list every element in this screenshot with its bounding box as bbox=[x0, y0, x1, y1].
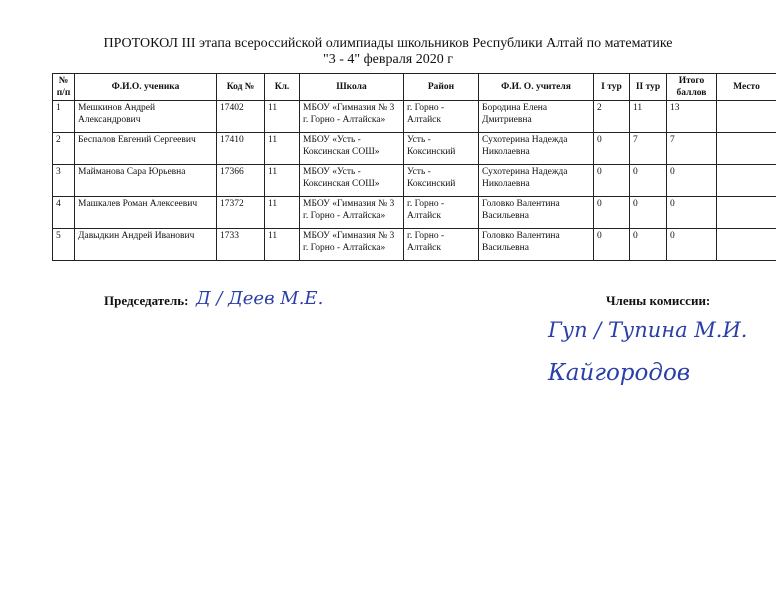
cell-school: МБОУ «Усть - Коксинская СОШ» bbox=[300, 165, 404, 197]
cell-name: Майманова Сара Юрьевна bbox=[75, 165, 217, 197]
cell-name: Машкалев Роман Алексеевич bbox=[75, 197, 217, 229]
commission-members-label: Члены комиссии: bbox=[606, 293, 711, 308]
cell-round1: 0 bbox=[594, 165, 630, 197]
col-header-round2: II тур bbox=[630, 74, 667, 101]
cell-grade: 11 bbox=[265, 165, 300, 197]
cell-code: 17372 bbox=[217, 197, 265, 229]
col-header-place: Место bbox=[717, 74, 776, 101]
col-header-number: № п/п bbox=[53, 74, 75, 101]
table-row bbox=[53, 229, 776, 261]
cell-total: 13 bbox=[667, 101, 717, 133]
cell-teacher: Головко Валентина Васильевна bbox=[479, 197, 594, 229]
cell-school: МБОУ «Усть - Коксинская СОШ» bbox=[300, 133, 404, 165]
cell-total: 0 bbox=[667, 165, 717, 197]
cell-district: Усть - Коксинский bbox=[404, 133, 479, 165]
cell-round2: 0 bbox=[630, 165, 667, 197]
cell-grade: 11 bbox=[265, 229, 300, 261]
title-line-2: "3 - 4" февраля 2020 г bbox=[323, 52, 453, 67]
cell-round2: 7 bbox=[630, 133, 667, 165]
table-row bbox=[53, 165, 776, 197]
cell-place bbox=[717, 101, 776, 133]
cell-code: 1733 bbox=[217, 229, 265, 261]
col-header-grade: Кл. bbox=[265, 74, 300, 101]
col-header-round1: I тур bbox=[594, 74, 630, 101]
cell-grade: 11 bbox=[265, 133, 300, 165]
cell-school: МБОУ «Гимназия № 3 г. Горно - Алтайска» bbox=[300, 197, 404, 229]
cell-round1: 0 bbox=[594, 197, 630, 229]
col-header-total: Итого баллов bbox=[667, 74, 717, 101]
table-row bbox=[53, 133, 776, 165]
cell-name: Мешкинов Андрей Александрович bbox=[75, 101, 217, 133]
chairman-label: Председатель: bbox=[104, 293, 189, 308]
cell-place bbox=[717, 165, 776, 197]
cell-code: 17366 bbox=[217, 165, 265, 197]
title-line-1: ПРОТОКОЛ III этапа всероссийской олимпиады школьников Республики Алтай по математике bbox=[103, 36, 673, 51]
cell-grade: 11 bbox=[265, 197, 300, 229]
cell-round1: 0 bbox=[594, 229, 630, 261]
cell-number: 2 bbox=[53, 133, 75, 165]
cell-total: 0 bbox=[667, 229, 717, 261]
cell-number: 3 bbox=[53, 165, 75, 197]
document-title bbox=[0, 36, 776, 68]
cell-school: МБОУ «Гимназия № 3 г. Горно - Алтайска» bbox=[300, 101, 404, 133]
col-header-school: Школа bbox=[300, 74, 404, 101]
table-row bbox=[53, 101, 776, 133]
col-header-code: Код № bbox=[217, 74, 265, 101]
col-header-teacher: Ф.И. О. учителя bbox=[479, 74, 594, 101]
cell-total: 7 bbox=[667, 133, 717, 165]
table-row bbox=[53, 197, 776, 229]
results-table bbox=[52, 73, 776, 261]
col-header-district: Район bbox=[404, 74, 479, 101]
cell-round2: 0 bbox=[630, 229, 667, 261]
cell-teacher: Головко Валентина Васильевна bbox=[479, 229, 594, 261]
cell-teacher: Сухотерина Надежда Николаевна bbox=[479, 165, 594, 197]
cell-district: г. Горно - Алтайск bbox=[404, 197, 479, 229]
cell-place bbox=[717, 133, 776, 165]
cell-number: 4 bbox=[53, 197, 75, 229]
cell-district: г. Горно - Алтайск bbox=[404, 101, 479, 133]
cell-place bbox=[717, 197, 776, 229]
cell-teacher: Сухотерина Надежда Николаевна bbox=[479, 133, 594, 165]
member-signature-2: Кайгородов bbox=[548, 360, 691, 386]
cell-round1: 0 bbox=[594, 133, 630, 165]
cell-name: Беспалов Евгений Сергеевич bbox=[75, 133, 217, 165]
table-header-row bbox=[53, 74, 776, 101]
cell-place bbox=[717, 229, 776, 261]
cell-grade: 11 bbox=[265, 101, 300, 133]
cell-code: 17402 bbox=[217, 101, 265, 133]
cell-number: 5 bbox=[53, 229, 75, 261]
cell-name: Давыдкин Андрей Иванович bbox=[75, 229, 217, 261]
cell-district: г. Горно - Алтайск bbox=[404, 229, 479, 261]
cell-district: Усть - Коксинский bbox=[404, 165, 479, 197]
cell-round1: 2 bbox=[594, 101, 630, 133]
cell-round2: 11 bbox=[630, 101, 667, 133]
chairman-signature: Д / Деев М.Е. bbox=[196, 288, 324, 309]
col-header-name: Ф.И.О. ученика bbox=[75, 74, 217, 101]
cell-round2: 0 bbox=[630, 197, 667, 229]
cell-total: 0 bbox=[667, 197, 717, 229]
cell-number: 1 bbox=[53, 101, 75, 133]
member-signature-1: Гуп / Тупина М.И. bbox=[548, 318, 748, 342]
cell-code: 17410 bbox=[217, 133, 265, 165]
cell-teacher: Бородина Елена Дмитриевна bbox=[479, 101, 594, 133]
cell-school: МБОУ «Гимназия № 3 г. Горно - Алтайска» bbox=[300, 229, 404, 261]
